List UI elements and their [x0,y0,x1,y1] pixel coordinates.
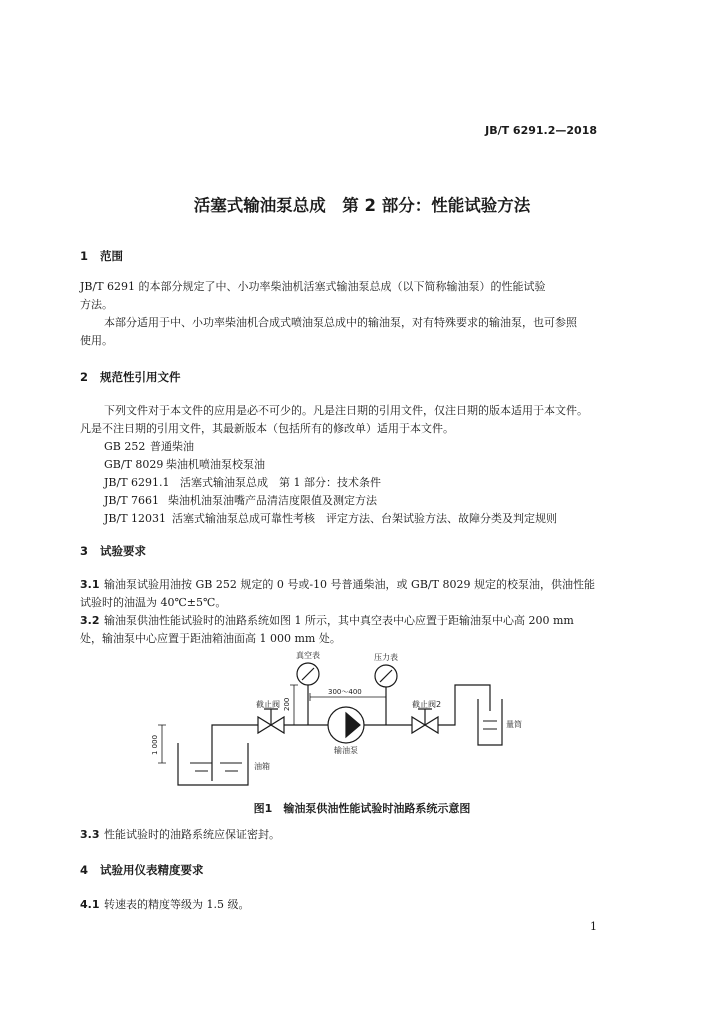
section-1-heading [80,248,123,264]
scope-paragraph-1-line-1: JB/T 6291 的本部分规定了中、小功率柴油机活塞式输油泵总成（以下简称输油泵）的性能试验 [80,280,546,293]
measuring-cup-marks [483,721,497,729]
standard-number: JB/T 6291.2—2018 [485,124,597,137]
oil-circuit-diagram [150,645,570,795]
document-title: 活塞式输油泵总成 第 2 部分：性能试验方法 [193,196,531,215]
section-title: 试验要求 [100,544,146,558]
dimension-300-400-label: 300～400 [328,688,362,696]
reference-title: 活塞式输油泵总成可靠性考核 评定方法、台架试验方法、故障分类及判定规则 [172,512,557,525]
section-title: 范围 [100,249,123,263]
reference-item [104,510,557,526]
scope-paragraph-2-line-1: 本部分适用于中、小功率柴油机合成式喷油泵总成中的输油泵，对有特殊要求的输油泵，也可参照 [104,316,577,329]
clause-text: 性能试验时的油路系统应保证密封。 [104,828,280,841]
stop-valve-1-label: 截止阀 [256,700,280,709]
reference-title: 普通柴油 [150,440,194,453]
pump-arrow [346,713,360,737]
stop-valve-2-label: 截止阀2 [412,700,442,709]
reference-item [104,474,381,490]
clause-3-1-line-2: 试验时的油温为 40℃±5℃。 [80,596,227,609]
reference-title: 柴油机喷油泵校泵油 [166,458,265,471]
clause-3-3 [80,826,280,842]
figure-caption: 图1 输油泵供油性能试验时油路系统示意图 [253,802,471,815]
reference-item [104,456,265,472]
normative-intro-line-1: 下列文件对于本文件的应用是必不可少的。凡是注日期的引用文件，仅注日期的版本适用于本文件。 [104,404,588,417]
clause-text: 输油泵试验用油按 GB 252 规定的 0 号或-10 号普通柴油，或 GB/T 8029 规定的校泵油，供油性能 [104,578,595,591]
clause-number: 4.1 [80,898,100,911]
section-number: 3 [80,544,89,558]
reference-code: GB 252 [104,440,146,453]
reference-code: JB/T 6291.1 [104,476,170,489]
tank-label: 油箱 [254,762,270,771]
suction-pipe [212,725,258,781]
scope-paragraph-1-line-2: 方法。 [80,298,113,311]
clause-number: 3.1 [80,578,100,591]
section-2-heading [80,369,181,385]
section-4-heading [80,862,204,878]
section-number: 1 [80,249,89,263]
dimension-200-label: 200 [283,697,291,711]
clause-text: 输油泵供油性能试验时的油路系统如图 1 所示，其中真空表中心应置于距输油泵中心高 200 mm [104,614,574,627]
scope-paragraph-2-line-2: 使用。 [80,334,113,347]
delivery-pipe [438,685,490,725]
section-title: 试验用仪表精度要求 [100,863,204,877]
clause-number: 3.2 [80,614,100,627]
section-number: 4 [80,863,89,877]
clause-3-2-line-2: 处，输油泵中心应置于距油箱油面高 1 000 mm 处。 [80,632,341,645]
clause-3-1-line-1 [80,576,595,592]
clause-text: 转速表的精度等级为 1.5 级。 [104,898,250,911]
pump-label: 输油泵 [334,746,358,755]
oil-tank-outline [178,743,248,785]
pressure-gauge-label: 压力表 [374,653,398,662]
reference-code: JB/T 7661 [104,494,160,507]
clause-3-2-line-1 [80,612,574,628]
dimension-200-line [290,685,298,725]
pressure-gauge-needle [380,670,392,682]
section-3-heading [80,543,146,559]
reference-title: 活塞式输油泵总成 第 1 部分：技术条件 [180,476,381,489]
page-number: 1 [590,920,597,933]
reference-title: 柴油机油泵油嘴产品清洁度限值及测定方法 [168,494,377,507]
reference-code: GB/T 8029 [104,458,164,471]
section-title: 规范性引用文件 [100,370,181,384]
measuring-cup-label: 量筒 [506,720,522,729]
normative-intro-line-2: 凡是不注日期的引用文件，其最新版本（包括所有的修改单）适用于本文件。 [80,422,454,435]
reference-item [104,492,377,508]
vacuum-gauge-label: 真空表 [296,651,320,660]
dimension-1000-line [158,725,166,763]
vacuum-gauge-needle [302,668,314,680]
clause-4-1 [80,896,250,912]
reference-item [104,438,194,454]
reference-code: JB/T 12031 [104,512,167,525]
section-number: 2 [80,370,89,384]
clause-number: 3.3 [80,828,100,841]
dimension-1000-label: 1 000 [151,734,159,755]
